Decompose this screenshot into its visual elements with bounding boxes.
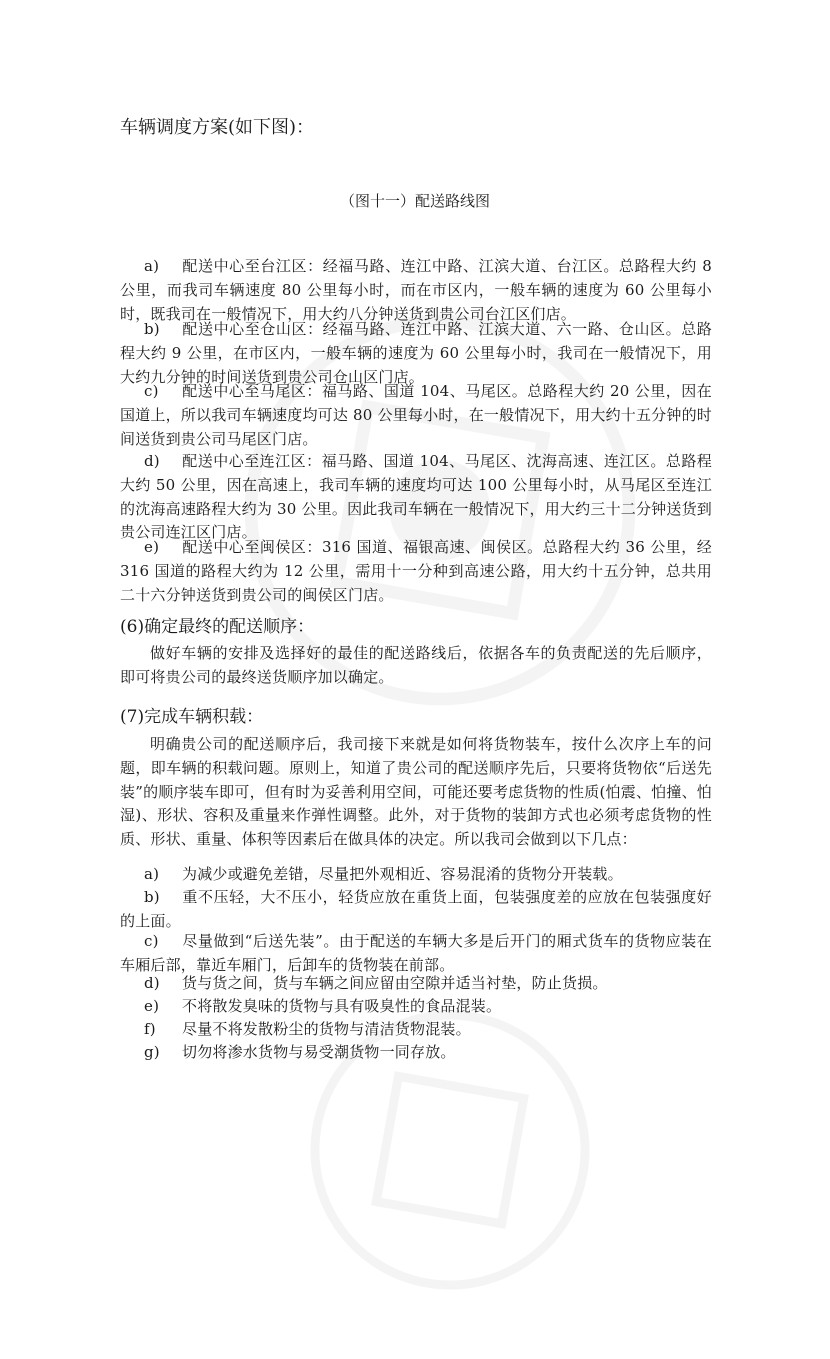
- route-marker: b): [144, 320, 160, 338]
- section-heading: 车辆调度方案(如下图)：: [120, 117, 315, 138]
- route-marker: c): [144, 382, 159, 400]
- rule-text: 为减少或避免差错，尽量把外观相近、容易混淆的货物分开装载。: [182, 865, 623, 883]
- rule-text: 切勿将渗水货物与易受潮货物一同存放。: [182, 1043, 456, 1061]
- rule-marker: f): [144, 1020, 156, 1038]
- rule-text: 尽量做到“后送先装”。由于配送的车辆大多是后开门的厢式货车的货物应装在车厢后部，靠近车厢门，后卸车的货物装在前部。: [120, 932, 712, 974]
- load-rule-b: [120, 886, 712, 934]
- section6-body: 做好车辆的安排及选择好的最佳的配送路线后，依据各车的负责配送的先后顺序，即可将贵公司的最终送货顺序加以确定。: [120, 644, 712, 686]
- route-text: 配送中心至马尾区：福马路、国道 104、马尾区。总路程大约 20 公里，因在国道上，所以我司车辆速度均可达 80 公里每小时，在一般情况下，用大约十五分钟的时间送货到贵公司马尾区门店。: [120, 382, 712, 448]
- rule-text: 不将散发臭味的货物与具有吸臭性的食品混装。: [182, 997, 502, 1015]
- rule-marker: d): [144, 974, 160, 992]
- route-item-a: [120, 255, 712, 326]
- load-rule-d: [120, 972, 712, 996]
- route-marker: d): [144, 452, 160, 470]
- section6-title: (6)确定最终的配送顺序：: [120, 617, 315, 637]
- route-item-c: [120, 380, 712, 451]
- rule-marker: b): [144, 888, 160, 906]
- section7-title: (7)完成车辆积载：: [120, 707, 264, 727]
- section7-body: 明确贵公司的配送顺序后，我司接下来就是如何将货物装车，按什么次序上车的问题，即车辆的积载问题。原则上，知道了贵公司的配送顺序先后，只要将货物依“后送先装”的顺序装车即可，但有时为妥善利用空间，可能还要考虑货物的性质(怕震、怕撞、怕湿)、形状、容积及重量来作弹性调整。此外，对于货物的装卸方式也必须考虑货物的性质、形状、重量、体积等因素后在做具体的决定。所以我司会做到以下几点：: [120, 735, 712, 849]
- route-text: 配送中心至连江区：福马路、国道 104、马尾区、沈海高速、连江区。总路程大约 50 公里，因在高速上，我司车辆的速度均可达 100 公里每小时，从马尾区至连江的沈海高速路程大约为 30 公里。因此我司车辆在一般情况下，用大约三十二分钟送货到贵公司连江区门店。: [120, 452, 712, 542]
- route-marker: a): [144, 257, 160, 275]
- rule-marker: a): [144, 865, 160, 883]
- load-rule-c: [120, 930, 712, 978]
- load-rule-e: [120, 995, 712, 1019]
- rule-marker: g): [144, 1043, 160, 1061]
- load-rule-g: [120, 1041, 712, 1065]
- load-rule-a: [120, 863, 712, 887]
- figure-caption: （图十一）配送路线图: [339, 192, 490, 210]
- rule-text: 重不压轻，大不压小，轻货应放在重货上面，包装强度差的应放在包装强度好的上面。: [120, 888, 712, 930]
- rule-marker: c): [144, 932, 159, 950]
- route-marker: e): [144, 538, 160, 556]
- route-text: 配送中心至闽侯区：316 国道、福银高速、闽侯区。总路程大约 36 公里，经 316 国道的路程大约为 12 公里，需用十一分种到高速公路，用大约十五分钟，总共用二十六分钟送货到贵公司的闽侯区门店。: [120, 538, 712, 604]
- rule-text: 尽量不将发散粉尘的货物与清洁货物混装。: [182, 1020, 471, 1038]
- rule-marker: e): [144, 997, 160, 1015]
- route-item-e: [120, 536, 712, 607]
- route-item-b: [120, 318, 712, 389]
- load-rule-f: [120, 1018, 712, 1042]
- route-text: 配送中心至仓山区：经福马路、连江中路、江滨大道、六一路、仓山区。总路程大约 9 公里，在市区内，一般车辆的速度为 60 公里每小时，我司在一般情况下，用大约九分钟的时间送货到贵公司仓山区门店。: [120, 320, 712, 386]
- route-item-d: [120, 450, 712, 545]
- route-text: 配送中心至台江区：经福马路、连江中路、江滨大道、台江区。总路程大约 8 公里，而我司车辆速度 80 公里每小时，而在市区内，一般车辆的速度为 60 公里每小时，既我司在一般情况下，用大约八分钟送货到贵公司台江区们店。: [120, 257, 712, 323]
- rule-text: 货与货之间，货与车辆之间应留由空隙并适当衬垫，防止货损。: [182, 974, 608, 992]
